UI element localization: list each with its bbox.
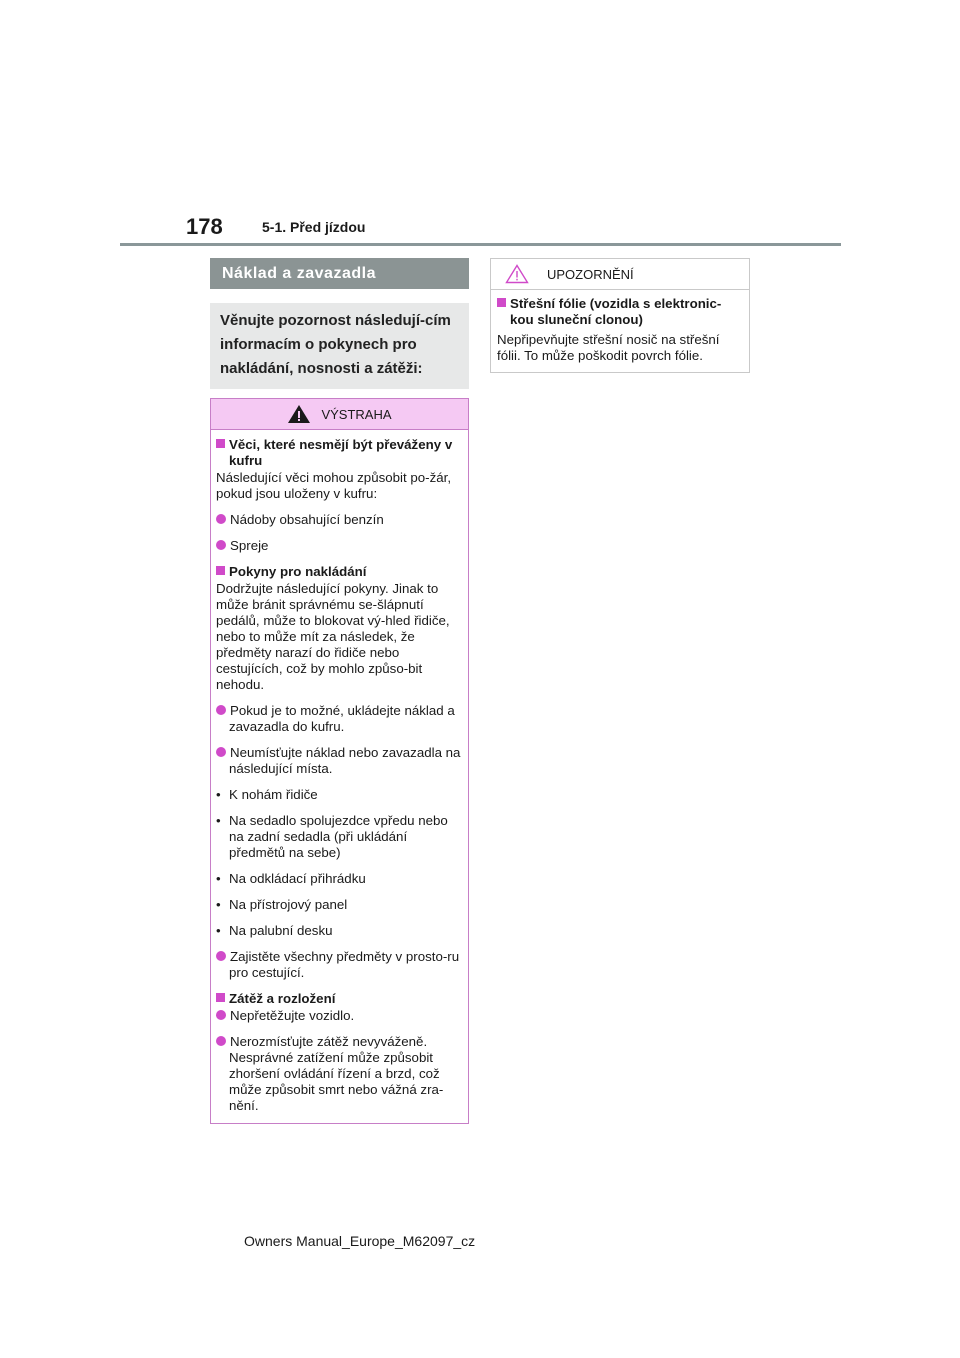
page-number: 178 <box>186 214 223 239</box>
list-item: • Na sedadlo spolujezdce vpředu nebo na zadní sedadla (při ukládání předmětů na sebe) <box>216 813 448 860</box>
warning-body <box>211 430 468 1123</box>
footer-text: Owners Manual_Europe_M62097_cz <box>244 1233 476 1249</box>
list-item: Nerozmísťujte zátěž nevyváženě. Nesprávné zatížení může způsobit zhoršení ovládání řízení a brzd, což může způsobit smrt nebo vážná zra-nění. <box>216 1034 463 1114</box>
header-rule <box>120 243 841 246</box>
list-item: • Na odkládací přihrádku <box>216 871 366 886</box>
dot-bullet-icon <box>216 540 226 550</box>
warning-subheading-1: Věci, které nesmějí být převáženy v kufru <box>216 437 463 469</box>
dot-bullet-icon <box>216 747 226 757</box>
bullet-char: • <box>216 787 221 802</box>
list-item: Spreje <box>216 538 463 554</box>
list-item: • Na palubní desku <box>216 923 333 938</box>
bullet-char: • <box>216 897 221 912</box>
section-heading: Náklad a zavazadla <box>210 258 469 289</box>
right-column <box>490 258 750 373</box>
left-column <box>210 258 469 1124</box>
warning-subheading-2: Pokyny pro nakládání <box>216 564 463 580</box>
caution-icon <box>505 264 529 284</box>
dot-bullet-icon <box>216 951 226 961</box>
dot-bullet-icon <box>216 705 226 715</box>
dot-bullet-icon <box>216 1036 226 1046</box>
caution-title: UPOZORNĚNÍ <box>547 266 634 282</box>
caution-header <box>491 259 749 290</box>
bullet-char: • <box>216 923 221 938</box>
warning-icon <box>287 404 311 424</box>
intro-box: Věnujte pozornost následují-cím informacím o pokynech pro nakládání, nosnosti a zátěži: <box>210 303 469 389</box>
bullet-char: • <box>216 871 221 886</box>
warning-title: VÝSTRAHA <box>321 406 392 422</box>
list-item: Zajistěte všechny předměty v prosto-ru pro cestující. <box>216 949 463 981</box>
warning-text-2: Dodržujte následující pokyny. Jinak to může bránit správnému se-šlápnutí pedálů, může to blokovat vý-hled řidiče, nebo to může mít za následek, že předměty narazí do řidiče nebo cestujících, což by mohlo způso-bit nehodu. <box>216 581 450 692</box>
caution-box <box>490 258 750 373</box>
list-item: • Na přístrojový panel <box>216 897 348 912</box>
list-item: Neumísťujte náklad nebo zavazadla na následující místa. <box>216 745 463 777</box>
warning-text-1: Následující věci mohou způsobit po-žár, pokud jsou uloženy v kufru: <box>216 470 452 501</box>
dot-bullet-icon <box>216 1010 226 1020</box>
bullet-char: • <box>216 813 221 828</box>
list-item: Nepřetěžujte vozidlo. <box>216 1008 463 1024</box>
square-bullet-icon <box>497 298 506 307</box>
list-item: • K nohám řidiče <box>216 787 318 802</box>
caution-body <box>491 290 749 372</box>
section-title: 5-1. Před jízdou <box>262 219 366 235</box>
caution-subheading: Střešní fólie (vozidla s elektronic-kou sluneční clonou) <box>497 296 743 328</box>
dot-bullet-icon <box>216 514 226 524</box>
square-bullet-icon <box>216 566 225 575</box>
square-bullet-icon <box>216 993 225 1002</box>
list-item: Nádoby obsahující benzín <box>216 512 463 528</box>
square-bullet-icon <box>216 439 225 448</box>
list-item: Pokud je to možné, ukládejte náklad a zavazadla do kufru. <box>216 703 463 735</box>
warning-box <box>210 398 469 1124</box>
warning-header <box>211 399 468 430</box>
caution-text: Nepřipevňujte střešní nosič na střešní fólii. To může poškodit povrch fólie. <box>497 332 720 363</box>
warning-subheading-3: Zátěž a rozložení <box>216 991 463 1007</box>
